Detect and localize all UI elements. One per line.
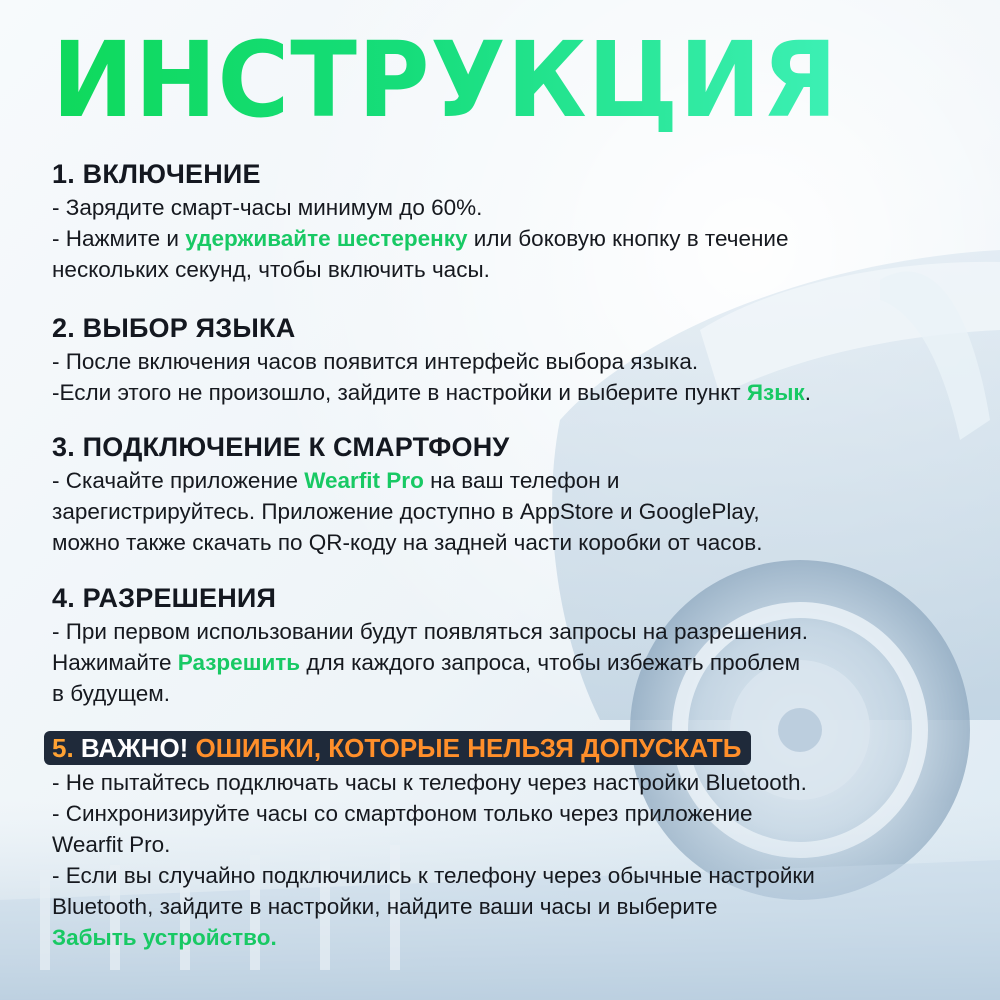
warning-number: 5. — [52, 733, 74, 763]
highlight-text: Забыть устройство. — [52, 925, 277, 950]
instruction-line: - При первом использовании будут появляться запросы на разрешения. — [52, 619, 809, 644]
highlight-text: Язык — [746, 380, 805, 405]
instruction-line: - Не пытайтесь подключать часы к телефону через настройки Bluetooth. — [52, 770, 807, 795]
page-title: ИНСТРУКЦИЯ — [52, 19, 839, 141]
instruction-line: зарегистрируйтесь. Приложение доступно в AppStore и GooglePlay, — [52, 499, 760, 524]
section-permissions — [52, 582, 960, 709]
warning-label: ВАЖНО! — [73, 733, 189, 763]
instruction-line: - Если вы случайно подключились к телефону через обычные настройки — [52, 863, 815, 888]
highlight-text: Разрешить — [177, 650, 301, 675]
section-heading: 1. ВКЛЮЧЕНИЕ — [52, 159, 261, 189]
warning-heading-bar — [44, 731, 751, 765]
section-heading: 2. ВЫБОР ЯЗЫКА — [52, 313, 296, 343]
text-segment: для каждого запроса, чтобы избежать проблем — [300, 650, 801, 675]
instruction-line — [52, 465, 960, 496]
highlight-text: Wearfit Pro — [304, 468, 424, 493]
instruction-line: Wearfit Pro. — [52, 832, 171, 857]
instruction-line: можно также скачать по QR-коду на задней части коробки от часов. — [52, 530, 763, 555]
section-smartphone-connect — [52, 431, 960, 558]
instruction-line: - Синхронизируйте часы со смартфоном только через приложение — [52, 801, 753, 826]
section-power-on — [52, 158, 960, 285]
warning-title: ОШИБКИ, КОТОРЫЕ НЕЛЬЗЯ ДОПУСКАТЬ — [188, 733, 742, 763]
instruction-line — [52, 377, 960, 408]
section-heading: 3. ПОДКЛЮЧЕНИЕ К СМАРТФОНУ — [52, 432, 510, 462]
text-segment: на ваш телефон и — [423, 468, 620, 493]
text-segment: - Скачайте приложение — [52, 468, 305, 493]
highlight-text: удерживайте шестеренку — [185, 226, 468, 251]
section-heading: 4. РАЗРЕШЕНИЯ — [52, 583, 277, 613]
instruction-line — [52, 647, 960, 678]
instruction-line: - Зарядите смарт-часы минимум до 60%. — [52, 195, 483, 220]
section-language — [52, 312, 960, 408]
text-segment: -Если этого не произошло, зайдите в настройки и выберите пункт — [52, 380, 747, 405]
text-segment: . — [804, 380, 811, 405]
section-important-mistakes — [52, 731, 960, 953]
instruction-line: - После включения часов появится интерфейс выбора языка. — [52, 349, 699, 374]
instruction-line: нескольких секунд, чтобы включить часы. — [52, 257, 490, 282]
text-segment: Нажимайте — [52, 650, 178, 675]
instruction-line — [52, 922, 960, 953]
instruction-line: Bluetooth, зайдите в настройки, найдите ваши часы и выберите — [52, 894, 718, 919]
instruction-line — [52, 223, 960, 254]
instruction-line: в будущем. — [52, 681, 170, 706]
text-segment: или боковую кнопку в течение — [467, 226, 789, 251]
text-segment: - Нажмите и — [52, 226, 186, 251]
